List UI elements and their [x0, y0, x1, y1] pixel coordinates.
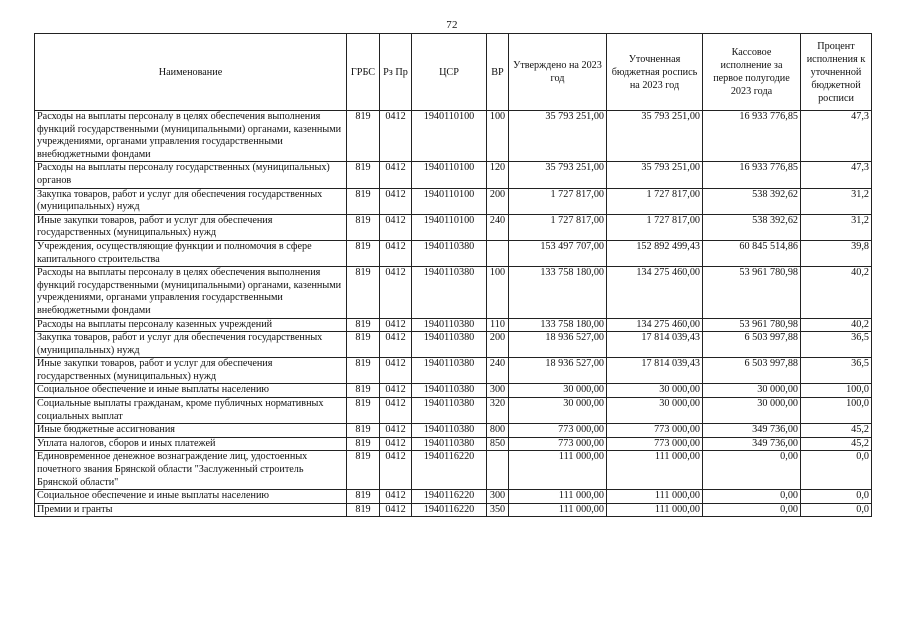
header-refined: Уточненная бюджетная роспись на 2023 год: [607, 34, 703, 111]
cell-csr: 1940116220: [412, 503, 487, 517]
cell-cash: 6 503 997,88: [703, 358, 801, 384]
cell-percent: 36,5: [801, 332, 872, 358]
cell-vr: 200: [487, 332, 509, 358]
cell-cash: 538 392,62: [703, 214, 801, 240]
cell-name: Расходы на выплаты персоналу в целях обеспечения выполнения функций государственными (муниципальными) органами, казенными учреждениями, органами управления государственными внебюджетными фондами: [35, 111, 347, 162]
cell-cash: 30 000,00: [703, 384, 801, 398]
cell-approved: 773 000,00: [509, 424, 607, 438]
cell-cash: 16 933 776,85: [703, 162, 801, 188]
cell-percent: 39,8: [801, 240, 872, 266]
cell-refined: 17 814 039,43: [607, 332, 703, 358]
cell-approved: 18 936 527,00: [509, 358, 607, 384]
cell-name: Социальные выплаты гражданам, кроме публичных нормативных социальных выплат: [35, 398, 347, 424]
cell-approved: 133 758 180,00: [509, 318, 607, 332]
cell-rzpr: 0412: [380, 318, 412, 332]
cell-approved: 18 936 527,00: [509, 332, 607, 358]
cell-csr: 1940116220: [412, 490, 487, 504]
table-body: [35, 111, 872, 517]
cell-refined: 773 000,00: [607, 437, 703, 451]
table-row: [35, 267, 872, 318]
cell-cash: 30 000,00: [703, 398, 801, 424]
table-row: [35, 451, 872, 490]
cell-grbs: 819: [347, 188, 380, 214]
cell-csr: 1940110380: [412, 358, 487, 384]
cell-name: Расходы на выплаты персоналу казенных учреждений: [35, 318, 347, 332]
header-grbs: ГРБС: [347, 34, 380, 111]
cell-approved: 111 000,00: [509, 490, 607, 504]
cell-csr: 1940110380: [412, 424, 487, 438]
cell-refined: 773 000,00: [607, 424, 703, 438]
cell-rzpr: 0412: [380, 214, 412, 240]
table-header: [35, 34, 872, 111]
cell-rzpr: 0412: [380, 398, 412, 424]
cell-name: Единовременное денежное вознаграждение лиц, удостоенных почетного звания Брянской области "Заслуженный строитель Брянской области": [35, 451, 347, 490]
cell-vr: 240: [487, 214, 509, 240]
cell-percent: 45,2: [801, 424, 872, 438]
table-row: [35, 162, 872, 188]
cell-vr: 320: [487, 398, 509, 424]
cell-vr: 300: [487, 384, 509, 398]
cell-percent: 31,2: [801, 188, 872, 214]
cell-percent: 100,0: [801, 384, 872, 398]
table-row: [35, 437, 872, 451]
cell-grbs: 819: [347, 503, 380, 517]
header-row: [35, 34, 872, 111]
header-rzpr: Рз Пр: [380, 34, 412, 111]
cell-csr: 1940110380: [412, 318, 487, 332]
cell-vr: 800: [487, 424, 509, 438]
cell-rzpr: 0412: [380, 332, 412, 358]
cell-grbs: 819: [347, 267, 380, 318]
cell-approved: 30 000,00: [509, 384, 607, 398]
cell-rzpr: 0412: [380, 267, 412, 318]
cell-vr: 100: [487, 267, 509, 318]
cell-rzpr: 0412: [380, 437, 412, 451]
cell-grbs: 819: [347, 111, 380, 162]
cell-name: Иные закупки товаров, работ и услуг для обеспечения государственных (муниципальных) нужд: [35, 214, 347, 240]
cell-vr: [487, 451, 509, 490]
cell-grbs: 819: [347, 451, 380, 490]
page-number: 72: [446, 19, 458, 31]
cell-name: Учреждения, осуществляющие функции и полномочия в сфере капитального строительства: [35, 240, 347, 266]
cell-name: Закупка товаров, работ и услуг для обеспечения государственных (муниципальных) нужд: [35, 188, 347, 214]
cell-csr: 1940110100: [412, 162, 487, 188]
cell-percent: 40,2: [801, 318, 872, 332]
header-csr: ЦСР: [412, 34, 487, 111]
cell-percent: 0,0: [801, 451, 872, 490]
cell-csr: 1940110100: [412, 188, 487, 214]
cell-grbs: 819: [347, 240, 380, 266]
cell-grbs: 819: [347, 214, 380, 240]
cell-rzpr: 0412: [380, 503, 412, 517]
header-cash: Кассовое исполнение за первое полугодие 2023 года: [703, 34, 801, 111]
cell-name: Премии и гранты: [35, 503, 347, 517]
cell-rzpr: 0412: [380, 240, 412, 266]
cell-grbs: 819: [347, 437, 380, 451]
cell-vr: 110: [487, 318, 509, 332]
table-row: [35, 398, 872, 424]
cell-vr: 200: [487, 188, 509, 214]
cell-percent: 47,3: [801, 111, 872, 162]
cell-refined: 111 000,00: [607, 451, 703, 490]
cell-percent: 31,2: [801, 214, 872, 240]
table-row: [35, 214, 872, 240]
cell-vr: 850: [487, 437, 509, 451]
cell-approved: 35 793 251,00: [509, 111, 607, 162]
budget-table: [34, 33, 872, 517]
cell-grbs: 819: [347, 318, 380, 332]
cell-percent: 40,2: [801, 267, 872, 318]
cell-vr: [487, 240, 509, 266]
cell-cash: 0,00: [703, 490, 801, 504]
cell-csr: 1940110380: [412, 437, 487, 451]
cell-refined: 134 275 460,00: [607, 267, 703, 318]
cell-refined: 35 793 251,00: [607, 162, 703, 188]
cell-cash: 60 845 514,86: [703, 240, 801, 266]
cell-approved: 153 497 707,00: [509, 240, 607, 266]
cell-approved: 773 000,00: [509, 437, 607, 451]
cell-cash: 538 392,62: [703, 188, 801, 214]
cell-approved: 111 000,00: [509, 451, 607, 490]
header-percent: Процент исполнения к уточненной бюджетной росписи: [801, 34, 872, 111]
cell-refined: 152 892 499,43: [607, 240, 703, 266]
header-vr: ВР: [487, 34, 509, 111]
cell-cash: 0,00: [703, 503, 801, 517]
cell-name: Расходы на выплаты персоналу государственных (муниципальных) органов: [35, 162, 347, 188]
cell-cash: 6 503 997,88: [703, 332, 801, 358]
cell-csr: 1940110380: [412, 267, 487, 318]
cell-grbs: 819: [347, 490, 380, 504]
table-row: [35, 318, 872, 332]
cell-approved: 35 793 251,00: [509, 162, 607, 188]
cell-name: Расходы на выплаты персоналу в целях обеспечения выполнения функций государственными (муниципальными) органами, казенными учреждениями, органами управления государственными внебюджетными фондами: [35, 267, 347, 318]
cell-cash: 53 961 780,98: [703, 267, 801, 318]
cell-rzpr: 0412: [380, 162, 412, 188]
cell-rzpr: 0412: [380, 451, 412, 490]
cell-refined: 30 000,00: [607, 384, 703, 398]
cell-refined: 30 000,00: [607, 398, 703, 424]
cell-grbs: 819: [347, 384, 380, 398]
cell-refined: 134 275 460,00: [607, 318, 703, 332]
cell-rzpr: 0412: [380, 490, 412, 504]
cell-rzpr: 0412: [380, 358, 412, 384]
cell-percent: 0,0: [801, 503, 872, 517]
cell-vr: 350: [487, 503, 509, 517]
cell-vr: 100: [487, 111, 509, 162]
cell-refined: 17 814 039,43: [607, 358, 703, 384]
cell-csr: 1940110380: [412, 384, 487, 398]
cell-csr: 1940110380: [412, 398, 487, 424]
table-row: [35, 111, 872, 162]
cell-rzpr: 0412: [380, 424, 412, 438]
cell-csr: 1940110380: [412, 240, 487, 266]
cell-name: Иные закупки товаров, работ и услуг для обеспечения государственных (муниципальных) нужд: [35, 358, 347, 384]
cell-vr: 240: [487, 358, 509, 384]
cell-grbs: 819: [347, 332, 380, 358]
cell-approved: 111 000,00: [509, 503, 607, 517]
cell-csr: 1940110100: [412, 111, 487, 162]
cell-approved: 1 727 817,00: [509, 188, 607, 214]
table-row: [35, 332, 872, 358]
cell-approved: 133 758 180,00: [509, 267, 607, 318]
header-approved: Утверждено на 2023 год: [509, 34, 607, 111]
cell-grbs: 819: [347, 162, 380, 188]
cell-vr: 300: [487, 490, 509, 504]
cell-csr: 1940110100: [412, 214, 487, 240]
header-name: Наименование: [35, 34, 347, 111]
cell-cash: 0,00: [703, 451, 801, 490]
cell-rzpr: 0412: [380, 111, 412, 162]
cell-grbs: 819: [347, 398, 380, 424]
table-row: [35, 503, 872, 517]
table-row: [35, 490, 872, 504]
cell-rzpr: 0412: [380, 384, 412, 398]
cell-percent: 45,2: [801, 437, 872, 451]
cell-approved: 1 727 817,00: [509, 214, 607, 240]
cell-percent: 100,0: [801, 398, 872, 424]
cell-refined: 1 727 817,00: [607, 188, 703, 214]
cell-grbs: 819: [347, 424, 380, 438]
cell-vr: 120: [487, 162, 509, 188]
cell-refined: 111 000,00: [607, 503, 703, 517]
table-row: [35, 384, 872, 398]
cell-rzpr: 0412: [380, 188, 412, 214]
cell-percent: 0,0: [801, 490, 872, 504]
cell-grbs: 819: [347, 358, 380, 384]
cell-refined: 111 000,00: [607, 490, 703, 504]
cell-name: Социальное обеспечение и иные выплаты населению: [35, 384, 347, 398]
cell-name: Иные бюджетные ассигнования: [35, 424, 347, 438]
cell-name: Уплата налогов, сборов и иных платежей: [35, 437, 347, 451]
cell-csr: 1940116220: [412, 451, 487, 490]
cell-csr: 1940110380: [412, 332, 487, 358]
table-row: [35, 358, 872, 384]
cell-cash: 16 933 776,85: [703, 111, 801, 162]
table-row: [35, 424, 872, 438]
cell-cash: 349 736,00: [703, 437, 801, 451]
cell-cash: 349 736,00: [703, 424, 801, 438]
cell-percent: 47,3: [801, 162, 872, 188]
cell-approved: 30 000,00: [509, 398, 607, 424]
cell-percent: 36,5: [801, 358, 872, 384]
cell-refined: 1 727 817,00: [607, 214, 703, 240]
table-row: [35, 240, 872, 266]
table-row: [35, 188, 872, 214]
cell-cash: 53 961 780,98: [703, 318, 801, 332]
cell-name: Закупка товаров, работ и услуг для обеспечения государственных (муниципальных) нужд: [35, 332, 347, 358]
cell-name: Социальное обеспечение и иные выплаты населению: [35, 490, 347, 504]
cell-refined: 35 793 251,00: [607, 111, 703, 162]
